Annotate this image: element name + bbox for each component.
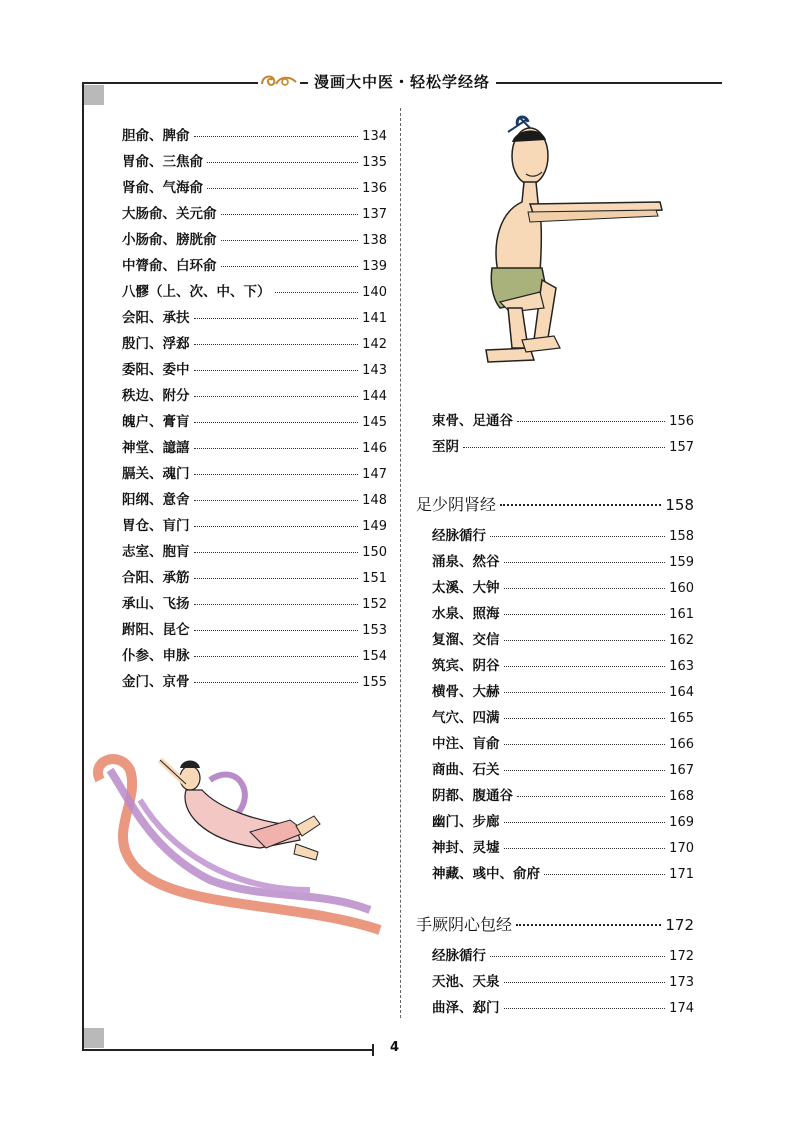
dot-leader [504, 982, 666, 983]
toc-entry[interactable] [432, 602, 694, 628]
toc-entry-title: 膈关、魂门 [122, 466, 190, 482]
toc-entry-title: 金门、京骨 [122, 674, 190, 690]
toc-section-kidney-meridian [416, 492, 694, 888]
toc-entry-page: 137 [362, 207, 387, 222]
toc-entry-title: 束骨、足通谷 [432, 413, 513, 429]
toc-section-heading[interactable] [416, 492, 694, 522]
toc-entry[interactable] [432, 680, 694, 706]
dot-leader [500, 504, 661, 506]
toc-entry-page: 164 [669, 685, 694, 700]
toc-entry[interactable] [122, 332, 387, 358]
toc-entry-title: 商曲、石关 [432, 762, 500, 778]
toc-entry-title: 至阴 [432, 439, 459, 455]
toc-entry[interactable] [432, 524, 694, 550]
toc-entry-page: 169 [669, 815, 694, 830]
dot-leader [194, 630, 359, 631]
toc-entry-title: 殷门、浮郄 [122, 336, 190, 352]
toc-entry-title: 大肠俞、关元俞 [122, 206, 217, 222]
dot-leader [194, 682, 359, 683]
toc-entry[interactable] [432, 862, 694, 888]
toc-entry-page: 146 [362, 441, 387, 456]
toc-section-heading[interactable] [416, 912, 694, 942]
toc-entry-page: 166 [669, 737, 694, 752]
toc-entry-page: 155 [362, 675, 387, 690]
toc-entry-title: 经脉循行 [432, 948, 486, 964]
toc-entry-title: 太溪、大钟 [432, 580, 500, 596]
toc-section-entries [416, 944, 694, 1022]
toc-entry-title: 阳纲、意舍 [122, 492, 190, 508]
toc-entry-page: 149 [362, 519, 387, 534]
toc-entry-page: 144 [362, 389, 387, 404]
dot-leader [194, 604, 359, 605]
toc-entry-title: 魄户、膏肓 [122, 414, 190, 430]
dot-leader [194, 396, 359, 397]
toc-entry-title: 幽门、步廊 [432, 814, 500, 830]
dot-leader [194, 656, 359, 657]
dot-leader [194, 422, 359, 423]
toc-entry[interactable] [122, 306, 387, 332]
flying-apsara-illustration [90, 740, 390, 940]
running-header [258, 66, 496, 96]
dot-leader [504, 744, 666, 745]
toc-entry-title: 筑宾、阴谷 [432, 658, 500, 674]
toc-entry-page: 160 [669, 581, 694, 596]
toc-entry[interactable] [122, 618, 387, 644]
toc-entry-title: 胃仓、肓门 [122, 518, 190, 534]
squatting-man-illustration [430, 112, 680, 382]
toc-entry[interactable] [122, 540, 387, 566]
toc-entry-title: 委阳、委中 [122, 362, 190, 378]
section-title: 手厥阴心包经 [416, 915, 513, 934]
section-page: 158 [665, 496, 694, 514]
toc-entry-page: 141 [362, 311, 387, 326]
toc-entry-page: 171 [669, 867, 694, 882]
toc-entry[interactable] [122, 644, 387, 670]
toc-entry-title: 天池、天泉 [432, 974, 500, 990]
toc-entry[interactable] [122, 358, 387, 384]
toc-entry-title: 会阳、承扶 [122, 310, 190, 326]
toc-entry-page: 135 [362, 155, 387, 170]
toc-entry[interactable] [432, 996, 694, 1022]
toc-entry[interactable] [122, 254, 387, 280]
dot-leader [504, 718, 666, 719]
toc-entry-title: 神藏、彧中、俞府 [432, 866, 540, 882]
toc-entry-page: 170 [669, 841, 694, 856]
dot-leader [221, 240, 359, 241]
toc-entry[interactable] [122, 280, 387, 306]
toc-entry-page: 147 [362, 467, 387, 482]
corner-square-top [84, 85, 104, 105]
dot-leader [517, 421, 665, 422]
dot-leader [194, 500, 359, 501]
toc-entry-title: 神封、灵墟 [432, 840, 500, 856]
frame-bottom-rule [82, 1049, 372, 1051]
section-title: 足少阴肾经 [416, 495, 497, 514]
dot-leader [504, 1008, 666, 1009]
toc-entry-title: 秩边、附分 [122, 388, 190, 404]
toc-entry-page: 134 [362, 129, 387, 144]
toc-entry[interactable] [432, 732, 694, 758]
toc-right-column-a [432, 409, 694, 461]
toc-entry-title: 志室、胞肓 [122, 544, 190, 560]
toc-entry[interactable] [432, 784, 694, 810]
section-page: 172 [665, 916, 694, 934]
dot-leader [221, 266, 359, 267]
toc-entry-page: 172 [669, 949, 694, 964]
toc-entry-page: 148 [362, 493, 387, 508]
toc-entry-title: 跗阳、昆仑 [122, 622, 190, 638]
toc-entry-page: 174 [669, 1001, 694, 1016]
toc-entry[interactable] [122, 124, 387, 150]
dot-leader [194, 474, 359, 475]
toc-entry[interactable] [432, 706, 694, 732]
dot-leader [194, 318, 359, 319]
toc-entry[interactable] [432, 628, 694, 654]
toc-entry[interactable] [122, 384, 387, 410]
toc-entry-title: 仆参、申脉 [122, 648, 190, 664]
dot-leader [194, 578, 359, 579]
dot-leader [194, 370, 359, 371]
dot-leader [504, 562, 666, 563]
dot-leader [504, 822, 666, 823]
cloud-swirl-icon [258, 70, 300, 92]
toc-entry-title: 经脉循行 [432, 528, 486, 544]
toc-entry-page: 161 [669, 607, 694, 622]
toc-entry-page: 151 [362, 571, 387, 586]
toc-entry[interactable] [432, 836, 694, 862]
toc-entry[interactable] [432, 758, 694, 784]
toc-entry-page: 142 [362, 337, 387, 352]
corner-square-bottom [84, 1028, 104, 1048]
toc-entry-page: 167 [669, 763, 694, 778]
toc-entry-title: 水泉、照海 [432, 606, 500, 622]
toc-entry-title: 合阳、承筋 [122, 570, 190, 586]
toc-entry[interactable] [122, 670, 387, 696]
book-title: 漫画大中医・轻松学经络 [308, 71, 496, 92]
toc-entry-page: 139 [362, 259, 387, 274]
dot-leader [463, 447, 665, 448]
toc-entry-title: 曲泽、郄门 [432, 1000, 500, 1016]
toc-entry-page: 157 [669, 440, 694, 455]
dot-leader [207, 188, 358, 189]
toc-entry-title: 中膂俞、白环俞 [122, 258, 217, 274]
dot-leader [490, 956, 665, 957]
toc-entry[interactable] [432, 944, 694, 970]
toc-entry-page: 150 [362, 545, 387, 560]
dot-leader [275, 292, 359, 293]
toc-entry-page: 138 [362, 233, 387, 248]
toc-entry-page: 158 [669, 529, 694, 544]
toc-entry[interactable] [122, 462, 387, 488]
toc-entry[interactable] [432, 409, 694, 435]
toc-entry[interactable] [122, 566, 387, 592]
toc-entry-page: 143 [362, 363, 387, 378]
toc-entry-title: 横骨、大赫 [432, 684, 500, 700]
dot-leader [504, 770, 666, 771]
toc-entry[interactable] [122, 514, 387, 540]
dot-leader [504, 640, 666, 641]
dot-leader [221, 214, 359, 215]
dot-leader [504, 666, 666, 667]
toc-entry-title: 涌泉、然谷 [432, 554, 500, 570]
toc-entry[interactable] [122, 202, 387, 228]
toc-entry-title: 神堂、譩譆 [122, 440, 190, 456]
toc-entry-title: 承山、飞扬 [122, 596, 190, 612]
dot-leader [194, 344, 359, 345]
toc-entry-title: 胆俞、脾俞 [122, 128, 190, 144]
toc-entry-page: 154 [362, 649, 387, 664]
toc-entry-page: 153 [362, 623, 387, 638]
toc-entry-title: 八髎（上、次、中、下） [122, 284, 271, 300]
dot-leader [194, 552, 359, 553]
toc-entry[interactable] [122, 436, 387, 462]
toc-entry-page: 136 [362, 181, 387, 196]
toc-entry-page: 156 [669, 414, 694, 429]
toc-entry-title: 胃俞、三焦俞 [122, 154, 203, 170]
dot-leader [490, 536, 665, 537]
column-divider [400, 108, 401, 1018]
dot-leader [517, 796, 665, 797]
toc-section-pericardium-meridian [416, 912, 694, 1022]
toc-section-entries [416, 524, 694, 888]
toc-entry-page: 173 [669, 975, 694, 990]
toc-entry[interactable] [432, 654, 694, 680]
toc-entry-title: 复溜、交信 [432, 632, 500, 648]
toc-entry-page: 145 [362, 415, 387, 430]
dot-leader [504, 848, 666, 849]
dot-leader [516, 924, 661, 926]
toc-entry[interactable] [432, 970, 694, 996]
toc-entry-page: 165 [669, 711, 694, 726]
frame-bottom-tick [372, 1044, 374, 1056]
dot-leader [207, 162, 358, 163]
toc-entry-title: 肾俞、气海俞 [122, 180, 203, 196]
toc-entry-page: 162 [669, 633, 694, 648]
toc-left-column [122, 124, 387, 696]
toc-entry[interactable] [122, 410, 387, 436]
toc-entry-page: 159 [669, 555, 694, 570]
toc-entry[interactable] [432, 576, 694, 602]
toc-entry[interactable] [122, 488, 387, 514]
dot-leader [504, 588, 666, 589]
toc-entry[interactable] [122, 176, 387, 202]
dot-leader [544, 874, 665, 875]
toc-entry-page: 163 [669, 659, 694, 674]
toc-entry[interactable] [432, 435, 694, 461]
toc-entry[interactable] [432, 550, 694, 576]
toc-entry-title: 小肠俞、膀胱俞 [122, 232, 217, 248]
toc-entry[interactable] [122, 150, 387, 176]
dot-leader [504, 692, 666, 693]
dot-leader [194, 136, 359, 137]
toc-entry[interactable] [122, 228, 387, 254]
toc-entry[interactable] [432, 810, 694, 836]
toc-entry-title: 气穴、四满 [432, 710, 500, 726]
dot-leader [194, 526, 359, 527]
dot-leader [504, 614, 666, 615]
dot-leader [194, 448, 359, 449]
toc-entry[interactable] [122, 592, 387, 618]
toc-entry-page: 140 [362, 285, 387, 300]
toc-entry-title: 阴都、腹通谷 [432, 788, 513, 804]
frame-left-rule [82, 82, 84, 1050]
toc-entry-page: 152 [362, 597, 387, 612]
toc-entry-title: 中注、肓俞 [432, 736, 500, 752]
page-number: 4 [390, 1040, 400, 1055]
toc-entry-page: 168 [669, 789, 694, 804]
